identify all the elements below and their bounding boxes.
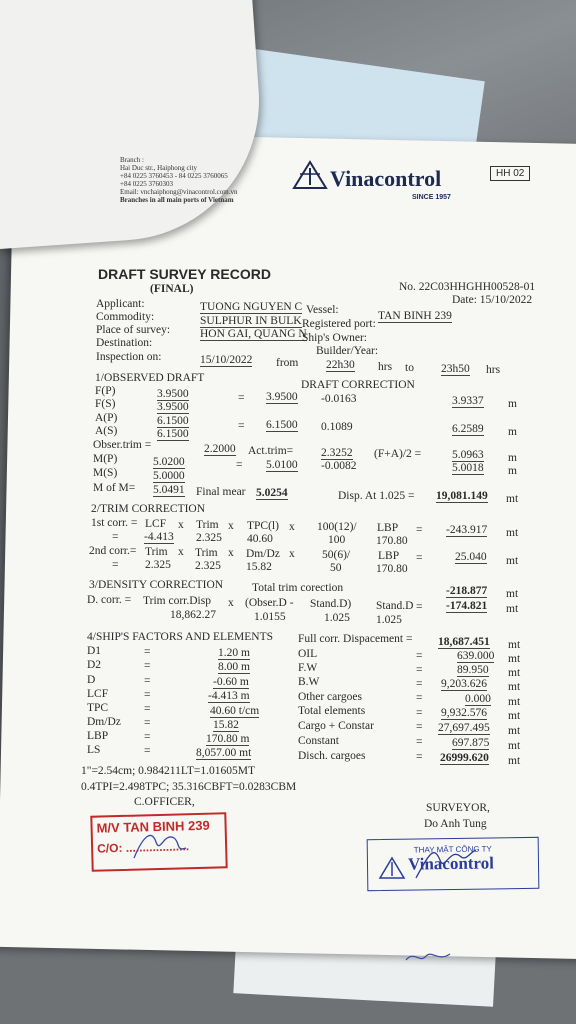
total-trim-value: -218.877 [446, 585, 488, 597]
factor-value: 15.82 [213, 719, 239, 731]
unit-label: mt [508, 681, 521, 693]
formula-term: x [289, 521, 295, 533]
formula-term: 50(6)/ [322, 549, 351, 561]
midship-p-value: 5.0200 [153, 456, 185, 468]
midship-correction: -0.0082 [321, 460, 357, 472]
final-mean-label: Final mear [196, 486, 246, 498]
applicant-value: TUONG NGUYEN C [200, 301, 303, 313]
factor-value: 40.60 t/cm [210, 705, 260, 717]
obser-trim-label: Obser.trim = [93, 439, 152, 451]
formula-term: x [289, 548, 295, 560]
factor-label: LS [87, 744, 101, 756]
formula-term: Stand.D) [310, 598, 352, 610]
unit-label: mt [508, 710, 521, 722]
density-heading: 3/DENSITY CORRECTION [89, 579, 224, 591]
factor-label: D2 [87, 659, 102, 671]
formula-value: 40.60 [247, 533, 273, 545]
aft-correction: 0.1089 [321, 421, 353, 433]
formula-term: (Obser.D - [245, 597, 294, 609]
element-value: 9,932.576 [441, 707, 487, 719]
formula-value: 100 [328, 534, 346, 546]
place-value: HON GAI, QUANG N [200, 328, 307, 340]
midship-s-value: 5.0000 [153, 470, 185, 482]
aft-mean: 6.1500 [266, 419, 298, 431]
element-value: 18,687.451 [438, 636, 490, 648]
draft-label: A(P) [95, 412, 118, 424]
destination-label: Destination: [96, 337, 153, 349]
factor-value: -4.413 m [208, 690, 250, 702]
factor-label: LCF [87, 688, 109, 700]
factor-value: 8.00 m [218, 661, 250, 673]
element-label: Cargo + Constar [298, 720, 374, 732]
element-label: F.W [298, 662, 318, 674]
record-number: No. 22C03HHGHH00528-01 [399, 281, 536, 293]
formula-term: TPC(l) [247, 520, 279, 532]
formula-value: 2.325 [195, 560, 221, 572]
unit-label: mt [506, 603, 519, 615]
second-corr-result: 25.040 [455, 551, 487, 563]
mofm-label: M of M= [93, 482, 136, 494]
vessel-label: Vessel: [306, 304, 339, 316]
formula-value: 18,862.27 [170, 609, 216, 621]
draft-label: F(S) [95, 398, 116, 410]
builder-label: Builder/Year: [316, 345, 379, 357]
unit-label: mt [508, 653, 521, 665]
formula-value: 1.0155 [254, 611, 286, 623]
draft-label: A(S) [95, 425, 118, 437]
fa2-value: 5.0963 [452, 449, 484, 461]
factor-label: D1 [87, 645, 102, 657]
midship-result: 5.0018 [452, 462, 484, 474]
surveyor-signature [410, 842, 480, 882]
formula-term: LCF [145, 518, 167, 530]
unit-label: m [508, 398, 517, 410]
observed-heading: 1/OBSERVED DRAFT [95, 372, 205, 384]
factor-value: 170.80 m [206, 733, 250, 745]
stamp-caption: THAY MẶT CÔNG TY [413, 844, 492, 855]
unit-label: mt [508, 667, 521, 679]
dcorr-label: D. corr. = [87, 594, 132, 606]
ship-stamp-co: C/O: ................... [96, 839, 190, 856]
formula-term: Stand.D [376, 600, 414, 612]
factor-value: -0.60 m [213, 676, 249, 688]
form-code: HH 02 [490, 166, 530, 181]
factor-label: LBP [87, 730, 109, 742]
applicant-label: Applicant: [96, 298, 145, 310]
ship-stamp-name: M/V TAN BINH 239 [96, 817, 210, 836]
formula-value: 50 [330, 562, 342, 574]
owner-label: Ship's Owner: [302, 332, 368, 344]
element-value: 26999.620 [440, 752, 489, 764]
document-subtitle: (FINAL) [150, 283, 194, 295]
forward-mean: 3.9500 [266, 391, 298, 403]
correction-heading: DRAFT CORRECTION [301, 379, 415, 391]
document-title: DRAFT SURVEY RECORD [98, 266, 271, 282]
draft-label: F(P) [95, 385, 116, 397]
stamp-logo-text: Vinacontrol [407, 853, 495, 874]
element-label: B.W [298, 676, 320, 688]
from-label: from [276, 357, 299, 369]
formula-term: x [178, 519, 184, 531]
formula-value: -4.413 [144, 531, 174, 543]
midship-p-label: M(P) [93, 453, 118, 465]
unit-label: mt [506, 493, 519, 505]
formula-term: 100(12)/ [317, 521, 357, 533]
vessel-value: TAN BINH 239 [378, 310, 452, 322]
formula-term: LBP [377, 522, 399, 534]
inspection-label: Inspection on: [96, 351, 162, 363]
factor-label: TPC [87, 702, 109, 714]
midship-mean: 5.0100 [266, 459, 298, 471]
obser-trim-value: 2.2000 [204, 443, 236, 455]
unit-label: mt [506, 555, 519, 567]
forward-result: 3.9337 [452, 395, 484, 407]
draft-value: 6.1500 [157, 415, 189, 427]
element-value: 27,697.495 [438, 722, 490, 734]
place-label: Place of survey: [96, 324, 171, 336]
midship-s-label: M(S) [93, 467, 118, 479]
factor-label: D [87, 674, 96, 686]
branch-line: Email: vnchaiphong@vinacontrol.com.vn [120, 188, 238, 196]
record-date: Date: 15/10/2022 [452, 294, 533, 306]
draft-value: 6.1500 [157, 428, 189, 440]
factors-heading: 4/SHIP'S FACTORS AND ELEMENTS [87, 631, 273, 643]
to-time: 23h50 [441, 363, 470, 375]
element-value: 639.000 [457, 650, 495, 662]
dcorr-value: -174.821 [446, 600, 488, 612]
logo-since: SINCE 1957 [412, 194, 451, 201]
factor-label: Dm/Dz [87, 716, 121, 728]
stamp-scales-icon [378, 856, 406, 880]
disp-label: Disp. At 1.025 = [338, 490, 415, 502]
unit-label: m [508, 452, 517, 464]
formula-term: x [228, 547, 234, 559]
formula-term: Trim [145, 546, 168, 558]
unit-label: mt [508, 639, 521, 651]
scales-icon [292, 160, 328, 190]
unit-label: mt [506, 527, 519, 539]
formula-value: 2.325 [196, 532, 222, 544]
conversion-line: 0.4TPI=2.498TPC; 35.316CBFT=0.0283CBM [81, 781, 297, 793]
trim-heading: 2/TRIM CORRECTION [91, 503, 206, 515]
formula-value: 15.82 [246, 561, 272, 573]
officer-label: C.OFFICER, [134, 796, 195, 808]
logo-text: Vinacontrol [330, 166, 442, 191]
total-trim-label: Total trim corection [252, 582, 344, 594]
hrs-label-2: hrs [486, 364, 501, 376]
from-time: 22h30 [326, 359, 355, 371]
formula-value: 1.025 [324, 612, 350, 624]
unit-label: m [508, 465, 517, 477]
element-label: OIL [298, 648, 318, 660]
forward-correction: -0.0163 [321, 393, 357, 405]
element-label: Full corr. Dispacement = [298, 633, 413, 645]
branch-info [120, 156, 237, 204]
draft-value: 3.9500 [157, 388, 189, 400]
first-corr-label: 1st corr. = [91, 517, 138, 529]
formula-term: LBP [378, 550, 400, 562]
element-value: 89.950 [457, 664, 489, 676]
element-value: 697.875 [452, 737, 490, 749]
unit-label: mt [508, 755, 521, 767]
formula-value: 170.80 [376, 563, 408, 575]
disp-value: 19,081.149 [436, 490, 488, 502]
draft-value: 3.9500 [157, 401, 189, 413]
element-label: Other cargoes [298, 691, 362, 703]
branch-line: Branches in all main ports of Vietnam [120, 196, 234, 204]
inspection-date: 15/10/2022 [200, 354, 253, 366]
fa2-label: (F+A)/2 = [374, 448, 422, 460]
branch-line: +84 0225 3760453 - 84 0225 3760065 [120, 172, 228, 180]
formula-term: Trim corr.Disp [143, 595, 211, 607]
second-corr-label: 2nd corr.= [89, 545, 137, 557]
formula-value: 170.80 [376, 535, 408, 547]
formula-term: Dm/Dz [246, 548, 280, 560]
port-label: Registered port: [302, 318, 376, 330]
unit-label: m [508, 426, 517, 438]
formula-term: Trim [195, 547, 218, 559]
hrs-label: hrs [378, 361, 393, 373]
unit-label: mt [508, 725, 521, 737]
to-label: to [405, 362, 414, 374]
formula-term: x [228, 520, 234, 532]
factor-value: 8,057.00 mt [196, 747, 252, 759]
conversion-line: 1"=2.54cm; 0.984211LT=1.01605MT [81, 765, 255, 777]
element-label: Total elements [298, 705, 366, 717]
formula-term: x [178, 546, 184, 558]
formula-term: Trim [196, 519, 219, 531]
unit-label: mt [506, 588, 519, 600]
branch-line: +84 0225 3760303 [120, 180, 173, 188]
officer-signature [130, 828, 190, 864]
lower-sheet-signature [404, 948, 454, 966]
mofm-value: 5.0491 [153, 484, 185, 496]
vinacontrol-logo [292, 160, 328, 195]
unit-label: mt [508, 740, 521, 752]
element-value: 9,203.626 [441, 678, 487, 690]
surveyor-name: Do Anh Tung [424, 818, 487, 830]
unit-label: mt [508, 696, 521, 708]
element-value: 0.000 [465, 693, 491, 705]
commodity-value: SULPHUR IN BULK [200, 315, 302, 327]
act-trim-label: Act.trim= [248, 445, 294, 457]
element-label: Disch. cargoes [298, 750, 366, 762]
first-corr-result: -243.917 [446, 524, 488, 536]
draft-survey-document: Branch : Hai Duc str., Haiphong city +84 0225 3760453 - 84 0225 3760065 +84 0225 3760303 Email: vnchaiphong@vinacontrol.com.vn Branches in all main ports of Vietnam Vinacontrol SINCE 1957 HH 02 DRAFT SURVEY RECORD (FINAL) No. 22C03HHGHH00528-01 Date: 15/10/2022 Applicant: TUONG NGUYEN C Commodity: SULPHUR IN BULK Place of survey: HON GAI, QUANG N Destination: Inspection on: 15/10/2022 Vessel: TAN BINH 239 Registered port: Ship's Owner: Builder/Year: from 22h30 hrs to 23h50 hrs 1/OBSERVED DRAFT DRAFT CORRECTION F(P) 3.9500 F(S) 3.9500 A(P) 6.1500 A(S) 6.1500 = 3.9500 -0.0163 3.9337 m = 6.1500 0.1089 6.2589 m Obser.trim = 2.2000 Act.trim= 2.3252 (F+A)/2 = 5.0963 m M(P) 5.0200 = 5.0100 -0.0082 5.0018 m M(S) 5.0000 M of M= 5.0491 Final mear 5.0254 Disp. At 1.025 = 19,081.149 mt 2/TRIM CORRECTION 1st corr. = LCF x Trim x TPC(l) x 100(12)/ LBP = -4.413 2.325 40.60 100 170.80 = -243.917 mt 2nd corr.= Trim x Trim x Dm/Dz x 50(6)/ LBP = 2.325 2.325 15.82 50 170.80 = 25.040 mt 3/DENSITY CORRECTION Total trim corection -218.877 mt D. corr. = Trim corr.Disp x (Obser.D - Stand.D) Stand.D 18,862.27 1.0155 1.025 1.025 = -174.821 mt 4/SHIP'S FACTORS AND ELEMENTS D1 = 1.20 m D2 = 8.00 m D = -0.60 m LCF = -4.413 m TPC = 40.60 t/cm Dm/Dz = 15.82 LBP = 170.80 m LS = 8,057.00 mt Full corr. Dispacement = 18,687.451 mt OIL = 639.000 mt F.W = 89.950 mt B.W = 9,203.626 mt Other cargoes = 0.000 mt Total elements = 9,932.576 mt Cargo + Constar = 27,697.495 mt Constant = 697.875 mt Disch. cargoes = 26999.620 mt 1"=2.54cm; 0.984211LT=1.01605MT 0.4TPI=2.498TPC; 35.316CBFT=0.0283CBM C.OFFICER, SURVEYOR, Do Anh Tung M/V TAN BINH 239 C/O: ................... THAY MẶT CÔNG TY Vinacontrol [0, 0, 576, 1024]
branch-line: Branch : [120, 156, 144, 164]
commodity-label: Commodity: [96, 311, 155, 323]
formula-value: 2.325 [145, 559, 171, 571]
element-label: Constant [298, 735, 339, 747]
final-mean-value: 5.0254 [256, 487, 288, 499]
surveyor-label: SURVEYOR, [426, 802, 490, 814]
branch-line: Hai Duc str., Haiphong city [120, 164, 197, 172]
factor-value: 1.20 m [218, 647, 250, 659]
act-trim-value: 2.3252 [321, 447, 353, 459]
formula-value: 1.025 [376, 614, 402, 626]
aft-result: 6.2589 [452, 423, 484, 435]
